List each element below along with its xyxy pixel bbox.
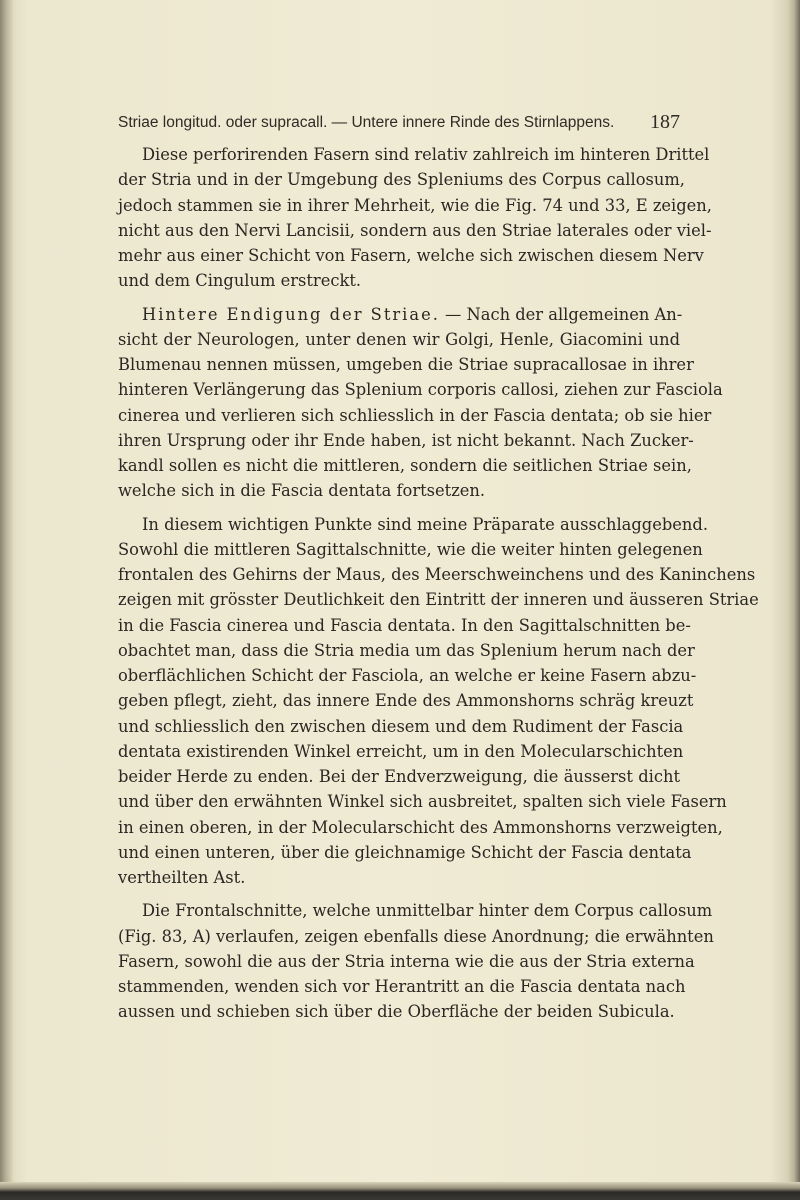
text-line: zeigen mit grösster Deutlichkeit den Eintritt der inneren und äusseren Striae (118, 590, 759, 610)
text-line: Sowohl die mittleren Sagittalschnitte, wie die weiter hinten gelegenen (118, 539, 703, 559)
text-line: Diese perforirenden Fasern sind relativ zahlreich im hinteren Drittel (142, 145, 710, 164)
text-line: obachtet man, dass die Stria media um das Splenium herum nach der (118, 640, 695, 660)
text-line: beider Herde zu enden. Bei der Endverzweigung, die äusserst dicht (118, 767, 680, 786)
text-line: und einen unteren, über die gleichnamige Schicht der Fascia dentata (118, 842, 692, 862)
running-header (118, 111, 680, 137)
page-bottom-edge (0, 1182, 800, 1200)
text-line: und schliesslich den zwischen diesem und dem Rudiment der Fascia (118, 716, 684, 736)
running-title: Striae longitud. oder supracall. — Untere innere Rinde des Stirnlappens. (118, 114, 615, 131)
text-line: vertheilten Ast. (118, 868, 246, 887)
page-number: 187 (650, 111, 680, 133)
text-line: Fasern, sowohl die aus der Stria interna wie die aus der Stria externa (118, 951, 695, 971)
text-line: stammenden, wenden sich vor Herantritt an die Fascia dentata nach (118, 977, 686, 996)
body-text (118, 142, 759, 1025)
text-line: geben pflegt, zieht, das innere Ende des Ammonshorns schräg kreuzt (118, 691, 694, 711)
text-line: hinteren Verlängerung das Splenium corporis callosi, ziehen zur Fasciola (118, 380, 723, 400)
paragraph (118, 898, 714, 1024)
text-line: (Fig. 83, A) verlaufen, zeigen ebenfalls diese Anordnung; die erwähnten (118, 926, 714, 946)
text-line: aussen und schieben sich über die Oberfläche der beiden Subicula. (118, 1002, 675, 1022)
text-line: und dem Cingulum erstreckt. (118, 271, 362, 291)
text-line: Blumenau nennen müssen, umgeben die Striae supracallosae in ihrer (118, 355, 694, 374)
text-line-rest: — Nach der allgemeinen An- (439, 304, 683, 324)
text-line: mehr aus einer Schicht von Fasern, welche sich zwischen diesem Nerv (118, 246, 704, 265)
text-line: nicht aus den Nervi Lancisii, sondern aus den Striae laterales oder viel- (118, 220, 712, 240)
text-line: der Stria und in der Umgebung des Spleniums des Corpus callosum, (118, 170, 685, 190)
page-right-shadow (788, 0, 800, 1200)
text-line: in einen oberen, in der Molecularschicht des Ammonshorns verzweigten, (118, 817, 723, 837)
paragraph (118, 142, 712, 294)
paragraph (118, 512, 759, 891)
text-line: dentata existirenden Winkel erreicht, um in den Molecularschichten (118, 741, 684, 761)
text-line (118, 302, 683, 327)
text-line: Die Frontalschnitte, welche unmittelbar hinter dem Corpus callosum (142, 901, 713, 921)
text-line: und über den erwähnten Winkel sich ausbreitet, spalten sich viele Fasern (118, 792, 727, 812)
text-line: welche sich in die Fascia dentata fortsetzen. (118, 481, 486, 501)
text-line: In diesem wichtigen Punkte sind meine Präparate ausschlaggebend. (142, 514, 709, 534)
paragraph (118, 302, 723, 504)
section-heading: Hintere Endigung der Striae. (142, 304, 440, 324)
text-line: sicht der Neurologen, unter denen wir Golgi, Henle, Giacomini und (118, 329, 680, 349)
text-line: jedoch stammen sie in ihrer Mehrheit, wie die Fig. 74 und 33, E zeigen, (118, 195, 712, 215)
text-line: kandl sollen es nicht die mittleren, sondern die seitlichen Striae sein, (118, 456, 692, 475)
text-line: cinerea und verlieren sich schliesslich in der Fascia dentata; ob sie hier (118, 405, 712, 425)
text-line: frontalen des Gehirns der Maus, des Meerschweinchens und des Kaninchens (118, 565, 756, 584)
page-left-shadow (0, 0, 14, 1200)
text-line: oberflächlichen Schicht der Fasciola, an welche er keine Fasern abzu- (118, 666, 697, 685)
text-line: ihren Ursprung oder ihr Ende haben, ist nicht bekannt. Nach Zucker- (118, 430, 694, 450)
text-line: in die Fascia cinerea und Fascia dentata. In den Sagittalschnitten be- (118, 615, 691, 635)
